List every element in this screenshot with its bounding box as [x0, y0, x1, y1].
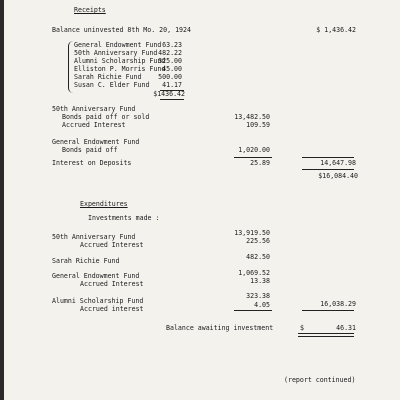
fund-name: Susan C. Elder Fund	[74, 81, 150, 89]
exp-alumni-interest-label: Accrued interest	[80, 305, 144, 313]
exp-anniv-title: 50th Anniversary Fund	[52, 233, 136, 241]
deposits-label: Interest on Deposits	[52, 159, 132, 167]
balance-awaiting-currency: $	[300, 324, 304, 332]
exp-sarah-amount: 482.50	[246, 253, 270, 261]
receipt-anniv-title: 50th Anniversary Fund	[52, 105, 136, 113]
receipt-general-bonds-label: Bonds paid off	[62, 146, 118, 154]
fund-name: General Endowment Fund	[74, 41, 162, 49]
exp-general-interest-amount: 13.38	[250, 277, 270, 285]
balance-uninvested-label: Balance uninvested 8th Mo. 20, 1924	[52, 26, 191, 34]
receipt-anniv-bonds-label: Bonds paid off or sold	[62, 113, 150, 121]
alumni-rule	[234, 310, 272, 311]
expenditures-total-rule	[302, 310, 354, 311]
fund-amount: 500.00	[158, 73, 182, 81]
fund-name: Sarah Richie Fund	[74, 73, 142, 81]
fund-amount: 45.00	[162, 65, 182, 73]
balance-uninvested-total: $ 1,436.42	[316, 26, 356, 34]
funds-total: $1436.42	[153, 90, 185, 98]
exp-general-interest-label: Accrued Interest	[80, 280, 144, 288]
exp-alumni-interest-amount: 4.05	[254, 301, 270, 309]
exp-anniv-interest-label: Accrued Interest	[80, 241, 144, 249]
funds-brace	[68, 41, 73, 93]
fund-amount: 325.00	[158, 57, 182, 65]
scan-edge	[0, 0, 4, 400]
fund-name: 50th Anniversary Fund	[74, 49, 158, 57]
receipts-section-total: 14,647.98	[320, 159, 356, 167]
receipt-anniv-interest-label: Accrued Interest	[62, 121, 126, 129]
report-continued-note: (report continued)	[284, 376, 356, 384]
exp-alumni-amount: 323.38	[246, 292, 270, 300]
exp-anniv-amount: 13,919.50	[234, 229, 270, 237]
exp-anniv-interest-amount: 225.56	[246, 237, 270, 245]
balance-awaiting-amount: 46.31	[336, 324, 356, 332]
fund-amount: 41.17	[162, 81, 182, 89]
receipt-general-title: General Endowment Fund	[52, 138, 140, 146]
expenditures-heading: Expenditures	[80, 200, 128, 208]
exp-general-title: General Endowment Fund	[52, 272, 140, 280]
expenditures-total: 16,038.29	[320, 300, 356, 308]
fund-amount: 482.22	[158, 49, 182, 57]
fund-amount: 63.23	[162, 41, 182, 49]
fund-name: Elliston P. Morris Fund	[74, 65, 166, 73]
funds-total-underline	[160, 99, 184, 100]
receipts-heading: Receipts	[74, 6, 106, 14]
deposits-amount: 25.89	[250, 159, 270, 167]
receipt-anniv-interest-amount: 109.59	[246, 121, 270, 129]
exp-general-amount: 1,069.52	[238, 269, 270, 277]
exp-sarah-title: Sarah Richie Fund	[52, 257, 120, 265]
balance-awaiting-label: Balance awaiting investment	[166, 324, 274, 332]
receipt-general-bonds-amount: 1,020.00	[238, 146, 270, 154]
expenditures-intro: Investments made :	[88, 214, 160, 222]
deposits-rule	[234, 157, 272, 158]
grand-total-rule	[302, 169, 354, 170]
section-total-rule	[302, 157, 354, 158]
fund-name: Alumni Scholarship Fund	[74, 57, 166, 65]
balance-double-rule	[298, 333, 354, 337]
receipt-anniv-bonds-amount: 13,482.50	[234, 113, 270, 121]
receipts-grand-total: $16,084.40	[318, 172, 358, 180]
exp-alumni-title: Alumni Scholarship Fund	[52, 297, 144, 305]
